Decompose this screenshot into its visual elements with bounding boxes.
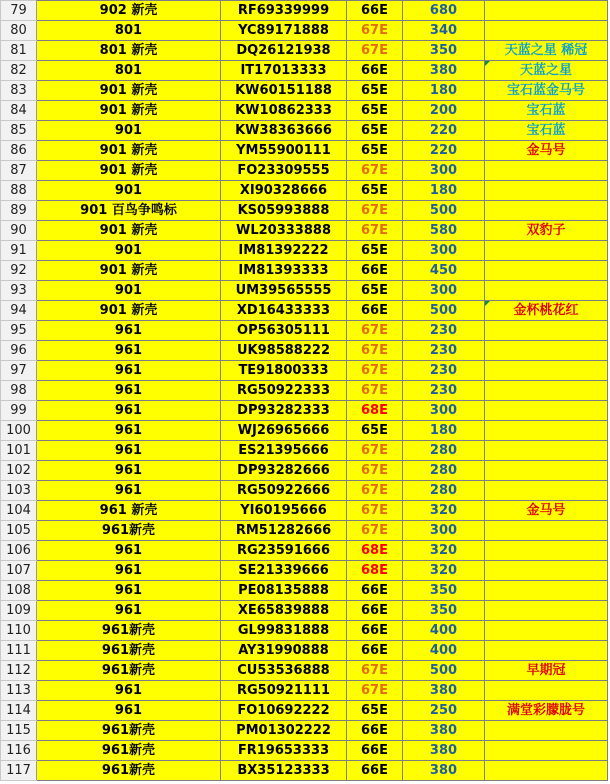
model-cell[interactable]: 901 新壳 <box>37 161 221 181</box>
plate-cell[interactable]: AY31990888 <box>221 641 347 661</box>
note-cell[interactable] <box>485 621 608 641</box>
table-row <box>1 621 608 641</box>
plate-cell[interactable]: GL99831888 <box>221 621 347 641</box>
spec-cell[interactable]: 66E <box>347 761 403 781</box>
spec-cell[interactable]: 65E <box>347 181 403 201</box>
plate-cell[interactable]: KW10862333 <box>221 101 347 121</box>
price-cell[interactable]: 380 <box>403 61 485 81</box>
table-row <box>1 421 608 441</box>
spec-cell[interactable]: 67E <box>347 461 403 481</box>
model-cell[interactable]: 901 <box>37 121 221 141</box>
row-header[interactable]: 113 <box>1 681 37 701</box>
price-cell[interactable]: 280 <box>403 481 485 501</box>
price-cell[interactable]: 230 <box>403 341 485 361</box>
note-cell[interactable] <box>485 181 608 201</box>
spec-cell[interactable]: 66E <box>347 301 403 321</box>
spec-cell[interactable]: 67E <box>347 321 403 341</box>
price-cell[interactable]: 180 <box>403 81 485 101</box>
table-row <box>1 161 608 181</box>
note-cell[interactable]: 金马号 <box>485 141 608 161</box>
table-row <box>1 21 608 41</box>
price-cell[interactable]: 300 <box>403 241 485 261</box>
plate-cell[interactable]: FR19653333 <box>221 741 347 761</box>
price-cell[interactable]: 300 <box>403 161 485 181</box>
plate-cell[interactable]: RF69339999 <box>221 1 347 21</box>
spec-cell[interactable]: 67E <box>347 341 403 361</box>
table-row <box>1 221 608 241</box>
model-cell[interactable]: 961 <box>37 581 221 601</box>
row-header[interactable]: 103 <box>1 481 37 501</box>
row-header[interactable]: 94 <box>1 301 37 321</box>
model-cell[interactable]: 901 新壳 <box>37 301 221 321</box>
table-row <box>1 481 608 501</box>
model-cell[interactable]: 961 <box>37 421 221 441</box>
note-cell[interactable] <box>485 241 608 261</box>
row-header[interactable]: 82 <box>1 61 37 81</box>
price-cell[interactable]: 180 <box>403 181 485 201</box>
table-row <box>1 521 608 541</box>
price-cell[interactable]: 350 <box>403 41 485 61</box>
model-cell[interactable]: 961 <box>37 481 221 501</box>
row-header[interactable]: 87 <box>1 161 37 181</box>
table-row <box>1 301 608 321</box>
plate-cell[interactable]: KW60151188 <box>221 81 347 101</box>
spec-cell[interactable]: 66E <box>347 621 403 641</box>
row-header[interactable]: 106 <box>1 541 37 561</box>
comment-indicator-icon <box>485 301 490 306</box>
model-cell[interactable]: 901 百鸟争鸣标 <box>37 201 221 221</box>
note-cell[interactable]: 早期冠 <box>485 661 608 681</box>
plate-cell[interactable]: FO23309555 <box>221 161 347 181</box>
spec-cell[interactable]: 66E <box>347 261 403 281</box>
row-header[interactable]: 117 <box>1 761 37 781</box>
model-cell[interactable]: 961 <box>37 401 221 421</box>
price-cell[interactable]: 450 <box>403 261 485 281</box>
model-cell[interactable]: 901 <box>37 241 221 261</box>
table-row <box>1 721 608 741</box>
spec-cell[interactable]: 67E <box>347 381 403 401</box>
table-row <box>1 581 608 601</box>
row-header[interactable]: 79 <box>1 1 37 21</box>
model-cell[interactable]: 961 <box>37 341 221 361</box>
plate-cell[interactable]: XE65839888 <box>221 601 347 621</box>
note-cell[interactable] <box>485 461 608 481</box>
table-row <box>1 441 608 461</box>
row-header[interactable]: 98 <box>1 381 37 401</box>
model-cell[interactable]: 901 新壳 <box>37 261 221 281</box>
table-row <box>1 181 608 201</box>
note-cell[interactable]: 双豹子 <box>485 221 608 241</box>
model-cell[interactable]: 961新壳 <box>37 761 221 781</box>
plate-cell[interactable]: FO10692222 <box>221 701 347 721</box>
note-cell[interactable] <box>485 561 608 581</box>
spec-cell[interactable]: 65E <box>347 141 403 161</box>
note-cell[interactable]: 宝石蓝金马号 <box>485 81 608 101</box>
table-row <box>1 681 608 701</box>
plate-cell[interactable]: RM51282666 <box>221 521 347 541</box>
plate-cell[interactable]: WJ26965666 <box>221 421 347 441</box>
model-cell[interactable]: 801 <box>37 21 221 41</box>
model-cell[interactable]: 901 新壳 <box>37 141 221 161</box>
note-cell[interactable] <box>485 421 608 441</box>
table-row <box>1 61 608 81</box>
spec-cell[interactable]: 67E <box>347 201 403 221</box>
plate-cell[interactable]: RG50922666 <box>221 481 347 501</box>
plate-cell[interactable]: ES21395666 <box>221 441 347 461</box>
row-header[interactable]: 92 <box>1 261 37 281</box>
table-row <box>1 461 608 481</box>
model-cell[interactable]: 901 新壳 <box>37 221 221 241</box>
plate-cell[interactable]: DP93282666 <box>221 461 347 481</box>
note-cell[interactable]: 金杯桃花红 <box>485 301 608 321</box>
price-cell[interactable]: 280 <box>403 461 485 481</box>
table-row <box>1 321 608 341</box>
spec-cell[interactable]: 68E <box>347 541 403 561</box>
row-header[interactable]: 85 <box>1 121 37 141</box>
row-header[interactable]: 90 <box>1 221 37 241</box>
table-row <box>1 601 608 621</box>
model-cell[interactable]: 961新壳 <box>37 641 221 661</box>
spec-cell[interactable]: 67E <box>347 481 403 501</box>
row-header[interactable]: 109 <box>1 601 37 621</box>
plate-cell[interactable]: XI90328666 <box>221 181 347 201</box>
plate-cell[interactable]: UK98588222 <box>221 341 347 361</box>
row-header[interactable]: 114 <box>1 701 37 721</box>
spec-cell[interactable]: 67E <box>347 41 403 61</box>
model-cell[interactable]: 961 <box>37 541 221 561</box>
row-header[interactable]: 100 <box>1 421 37 441</box>
plate-cell[interactable]: IT17013333 <box>221 61 347 81</box>
price-cell[interactable]: 200 <box>403 101 485 121</box>
comment-indicator-icon <box>485 61 490 66</box>
price-cell[interactable]: 380 <box>403 761 485 781</box>
model-cell[interactable]: 901 新壳 <box>37 101 221 121</box>
model-cell[interactable]: 961 <box>37 441 221 461</box>
table-row <box>1 101 608 121</box>
plate-cell[interactable]: IM81393333 <box>221 261 347 281</box>
row-header[interactable]: 86 <box>1 141 37 161</box>
row-header[interactable]: 88 <box>1 181 37 201</box>
note-cell[interactable] <box>485 261 608 281</box>
note-cell[interactable] <box>485 481 608 501</box>
row-header[interactable]: 108 <box>1 581 37 601</box>
row-header[interactable]: 111 <box>1 641 37 661</box>
note-cell[interactable] <box>485 541 608 561</box>
row-header[interactable]: 112 <box>1 661 37 681</box>
spec-cell[interactable]: 66E <box>347 601 403 621</box>
price-cell[interactable]: 320 <box>403 501 485 521</box>
note-cell[interactable]: 金马号 <box>485 501 608 521</box>
price-cell[interactable]: 300 <box>403 521 485 541</box>
note-cell[interactable]: 满堂彩朦胧号 <box>485 701 608 721</box>
table-row <box>1 661 608 681</box>
price-cell[interactable]: 320 <box>403 541 485 561</box>
table-row <box>1 761 608 781</box>
spec-cell[interactable]: 65E <box>347 121 403 141</box>
row-header[interactable]: 107 <box>1 561 37 581</box>
price-cell[interactable]: 580 <box>403 221 485 241</box>
plate-cell[interactable]: YC89171888 <box>221 21 347 41</box>
note-cell[interactable] <box>485 401 608 421</box>
spec-cell[interactable]: 65E <box>347 81 403 101</box>
spec-cell[interactable]: 67E <box>347 501 403 521</box>
row-header[interactable]: 93 <box>1 281 37 301</box>
price-cell[interactable]: 250 <box>403 701 485 721</box>
spec-cell[interactable]: 67E <box>347 441 403 461</box>
price-cell[interactable]: 500 <box>403 661 485 681</box>
spec-cell[interactable]: 66E <box>347 721 403 741</box>
table-row <box>1 741 608 761</box>
note-cell[interactable] <box>485 1 608 21</box>
price-cell[interactable]: 350 <box>403 601 485 621</box>
plate-cell[interactable]: IM81392222 <box>221 241 347 261</box>
plate-cell[interactable]: KW38363666 <box>221 121 347 141</box>
note-cell[interactable] <box>485 381 608 401</box>
row-header[interactable]: 80 <box>1 21 37 41</box>
spec-cell[interactable]: 68E <box>347 401 403 421</box>
plate-cell[interactable]: YI60195666 <box>221 501 347 521</box>
model-cell[interactable]: 961新壳 <box>37 721 221 741</box>
table-row <box>1 41 608 61</box>
spec-cell[interactable]: 67E <box>347 521 403 541</box>
note-cell[interactable] <box>485 681 608 701</box>
row-header[interactable]: 115 <box>1 721 37 741</box>
model-cell[interactable]: 961 <box>37 361 221 381</box>
model-cell[interactable]: 961 <box>37 701 221 721</box>
spec-cell[interactable]: 65E <box>347 701 403 721</box>
note-cell[interactable]: 宝石蓝 <box>485 101 608 121</box>
spreadsheet-body <box>1 1 608 781</box>
plate-cell[interactable]: CU53536888 <box>221 661 347 681</box>
table-row <box>1 141 608 161</box>
price-cell[interactable]: 400 <box>403 641 485 661</box>
spec-cell[interactable]: 67E <box>347 161 403 181</box>
plate-cell[interactable]: BX35123333 <box>221 761 347 781</box>
plate-cell[interactable]: DP93282333 <box>221 401 347 421</box>
note-cell[interactable] <box>485 601 608 621</box>
plate-cell[interactable]: RG50921111 <box>221 681 347 701</box>
price-cell[interactable]: 230 <box>403 361 485 381</box>
plate-cell[interactable]: TE91800333 <box>221 361 347 381</box>
row-header[interactable]: 91 <box>1 241 37 261</box>
note-cell[interactable] <box>485 161 608 181</box>
table-row <box>1 241 608 261</box>
row-header[interactable]: 99 <box>1 401 37 421</box>
price-cell[interactable]: 320 <box>403 561 485 581</box>
price-cell[interactable]: 230 <box>403 321 485 341</box>
note-cell[interactable] <box>485 581 608 601</box>
row-header[interactable]: 97 <box>1 361 37 381</box>
plate-cell[interactable]: WL20333888 <box>221 221 347 241</box>
spec-cell[interactable]: 65E <box>347 281 403 301</box>
model-cell[interactable]: 901 <box>37 281 221 301</box>
row-header[interactable]: 96 <box>1 341 37 361</box>
row-header[interactable]: 101 <box>1 441 37 461</box>
table-row <box>1 561 608 581</box>
price-cell[interactable]: 180 <box>403 421 485 441</box>
row-header[interactable]: 102 <box>1 461 37 481</box>
table-row <box>1 501 608 521</box>
price-cell[interactable]: 380 <box>403 721 485 741</box>
model-cell[interactable]: 961 <box>37 461 221 481</box>
plate-cell[interactable]: PM01302222 <box>221 721 347 741</box>
note-cell[interactable] <box>485 281 608 301</box>
plate-cell[interactable]: RG23591666 <box>221 541 347 561</box>
note-cell[interactable] <box>485 321 608 341</box>
spec-cell[interactable]: 65E <box>347 421 403 441</box>
plate-cell[interactable]: OP56305111 <box>221 321 347 341</box>
spec-cell[interactable]: 66E <box>347 1 403 21</box>
note-cell[interactable] <box>485 521 608 541</box>
note-cell[interactable] <box>485 741 608 761</box>
model-cell[interactable]: 901 新壳 <box>37 81 221 101</box>
plate-cell[interactable]: SE21339666 <box>221 561 347 581</box>
model-cell[interactable]: 902 新壳 <box>37 1 221 21</box>
price-cell[interactable]: 500 <box>403 301 485 321</box>
model-cell[interactable]: 961新壳 <box>37 621 221 641</box>
model-cell[interactable]: 961 <box>37 321 221 341</box>
spec-cell[interactable]: 68E <box>347 561 403 581</box>
row-header[interactable]: 83 <box>1 81 37 101</box>
price-cell[interactable]: 400 <box>403 621 485 641</box>
model-cell[interactable]: 961新壳 <box>37 661 221 681</box>
table-row <box>1 1 608 21</box>
spec-cell[interactable]: 67E <box>347 21 403 41</box>
plate-cell[interactable]: YM55900111 <box>221 141 347 161</box>
row-header[interactable]: 104 <box>1 501 37 521</box>
table-row <box>1 641 608 661</box>
model-cell[interactable]: 901 <box>37 181 221 201</box>
model-cell[interactable]: 961 <box>37 681 221 701</box>
spec-cell[interactable]: 67E <box>347 361 403 381</box>
row-header[interactable]: 81 <box>1 41 37 61</box>
model-cell[interactable]: 961 <box>37 561 221 581</box>
price-cell[interactable]: 280 <box>403 441 485 461</box>
model-cell[interactable]: 961新壳 <box>37 741 221 761</box>
spec-cell[interactable]: 66E <box>347 581 403 601</box>
note-cell[interactable] <box>485 341 608 361</box>
model-cell[interactable]: 961 新壳 <box>37 501 221 521</box>
price-cell[interactable]: 300 <box>403 281 485 301</box>
note-cell[interactable] <box>485 761 608 781</box>
model-cell[interactable]: 961 <box>37 601 221 621</box>
table-row <box>1 541 608 561</box>
row-header[interactable]: 110 <box>1 621 37 641</box>
row-header[interactable]: 116 <box>1 741 37 761</box>
price-cell[interactable]: 340 <box>403 21 485 41</box>
spec-cell[interactable]: 67E <box>347 661 403 681</box>
note-cell[interactable] <box>485 641 608 661</box>
table-row <box>1 121 608 141</box>
table-row <box>1 81 608 101</box>
plate-cell[interactable]: XD16433333 <box>221 301 347 321</box>
row-header[interactable]: 105 <box>1 521 37 541</box>
spec-cell[interactable]: 65E <box>347 241 403 261</box>
model-cell[interactable]: 961新壳 <box>37 521 221 541</box>
plate-cell[interactable]: DQ26121938 <box>221 41 347 61</box>
spec-cell[interactable]: 65E <box>347 101 403 121</box>
plate-cell[interactable]: PE08135888 <box>221 581 347 601</box>
note-cell[interactable] <box>485 441 608 461</box>
price-cell[interactable]: 380 <box>403 741 485 761</box>
price-cell[interactable]: 500 <box>403 201 485 221</box>
plate-cell[interactable]: UM39565555 <box>221 281 347 301</box>
row-header[interactable]: 84 <box>1 101 37 121</box>
model-cell[interactable]: 961 <box>37 381 221 401</box>
model-cell[interactable]: 801 新壳 <box>37 41 221 61</box>
spec-cell[interactable]: 66E <box>347 641 403 661</box>
note-cell[interactable]: 天蓝之星 稀冠 <box>485 41 608 61</box>
note-cell[interactable] <box>485 21 608 41</box>
plate-cell[interactable]: KS05993888 <box>221 201 347 221</box>
table-row <box>1 261 608 281</box>
table-row <box>1 701 608 721</box>
table-row <box>1 281 608 301</box>
price-cell[interactable]: 230 <box>403 381 485 401</box>
plate-cell[interactable]: RG50922333 <box>221 381 347 401</box>
row-header[interactable]: 89 <box>1 201 37 221</box>
table-row <box>1 201 608 221</box>
spec-cell[interactable]: 67E <box>347 221 403 241</box>
table-row <box>1 401 608 421</box>
model-cell[interactable]: 801 <box>37 61 221 81</box>
price-cell[interactable]: 380 <box>403 681 485 701</box>
spec-cell[interactable]: 67E <box>347 681 403 701</box>
note-cell[interactable] <box>485 361 608 381</box>
note-cell[interactable]: 宝石蓝 <box>485 121 608 141</box>
spec-cell[interactable]: 66E <box>347 61 403 81</box>
spec-cell[interactable]: 66E <box>347 741 403 761</box>
price-cell[interactable]: 300 <box>403 401 485 421</box>
table-row <box>1 341 608 361</box>
table-row <box>1 361 608 381</box>
price-cell[interactable]: 350 <box>403 581 485 601</box>
row-header[interactable]: 95 <box>1 321 37 341</box>
table-row <box>1 381 608 401</box>
price-cell[interactable]: 220 <box>403 121 485 141</box>
price-cell[interactable]: 680 <box>403 1 485 21</box>
note-cell[interactable]: 天蓝之星 <box>485 61 608 81</box>
note-cell[interactable] <box>485 721 608 741</box>
price-cell[interactable]: 220 <box>403 141 485 161</box>
note-cell[interactable] <box>485 201 608 221</box>
